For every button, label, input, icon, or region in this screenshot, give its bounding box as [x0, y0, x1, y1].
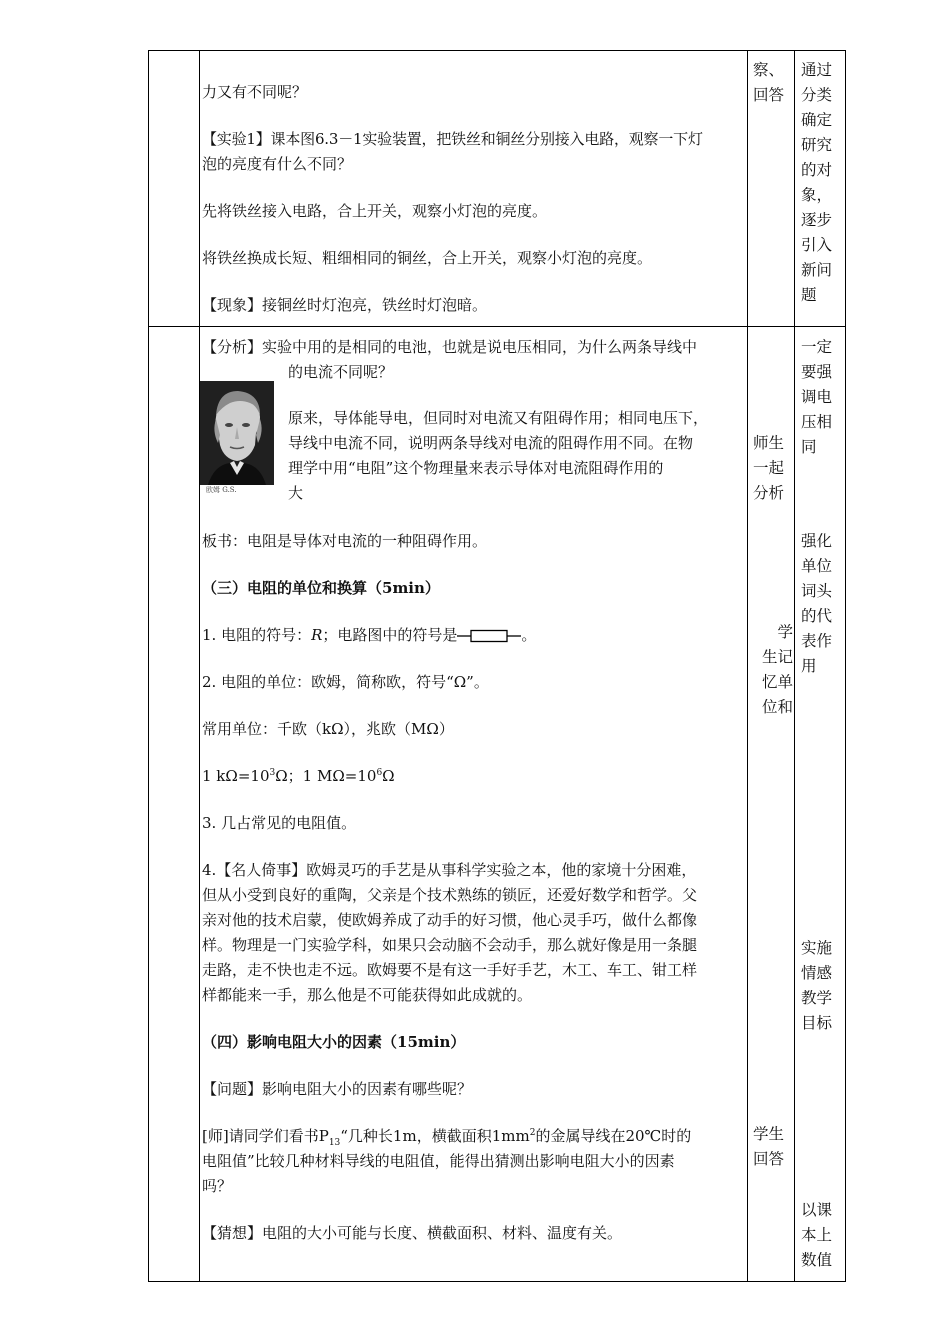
column-divider-4 [794, 50, 795, 1282]
intent-line: 实施 [801, 939, 833, 957]
intent-line: 象， [801, 186, 833, 204]
intent-line: 词头 [801, 582, 833, 600]
activity-line: 位和 [761, 698, 793, 716]
analysis-paragraph [288, 406, 746, 506]
conv-text: Ω；1 MΩ=10 [275, 767, 377, 785]
activity-line: 学 [777, 623, 793, 641]
portrait-image [200, 381, 274, 497]
story-line: 4.【名人倚事】欧姆灵巧的手艺是从事科学实验之本，他的家境十分困难， [202, 861, 697, 879]
teacher-line [202, 1124, 746, 1149]
row1-content [202, 80, 746, 318]
story-line: 样。物理是一门实验学科，如果只会动脑不会动手，那么就好像是用一条腿 [202, 936, 698, 954]
activity-memorize [753, 620, 793, 720]
activity-line: 学生 [753, 1125, 785, 1143]
intent-line: 题 [801, 286, 817, 304]
exponent: 3 [269, 768, 276, 778]
intent-textbook [801, 1198, 835, 1273]
activity-line: 一起 [753, 459, 785, 477]
activity-line: 回答 [753, 86, 785, 104]
analysis-text: 的电流不同呢？ [288, 363, 394, 381]
row1-activity [753, 58, 793, 108]
teacher-text: [师]请同学们看书P [202, 1127, 329, 1145]
intent-line: 目标 [801, 1014, 833, 1032]
teacher-text: 的金属导线在20℃时的 [535, 1127, 692, 1145]
analysis-text: 【分析】实验中用的是相同的电池，也就是说电压相同，为什么两条导线中 [202, 338, 698, 356]
intent-line: 情感 [801, 964, 833, 982]
intent-units [801, 529, 835, 679]
item-text: 1. 电阻的符号： [202, 626, 312, 644]
teacher-text: “几种长1m，横截面积1mm [340, 1127, 530, 1145]
intent-line: 本上 [801, 1226, 833, 1244]
column-divider-1 [148, 50, 149, 1282]
common-units-line: 常用单位：千欧（kΩ），兆欧（MΩ） [202, 720, 454, 738]
conv-text: Ω [382, 767, 395, 785]
intent-line: 表作 [801, 632, 833, 650]
analysis-text: 理学中用“电阻”这个物理量来表示导体对电流阻碍作用的 [288, 459, 664, 477]
text-line: 力又有不同呢？ [202, 83, 308, 101]
resistor-symbol-line [202, 623, 746, 648]
intent-emotion [801, 936, 835, 1036]
resistor-symbol-icon [457, 629, 521, 643]
intent-line: 强化 [801, 532, 833, 550]
symbol-r: R [311, 626, 323, 644]
section-heading: （三）电阻的单位和换算（5min） [202, 579, 440, 597]
intent-line: 的对 [801, 161, 833, 179]
intent-line: 逐步 [801, 211, 833, 229]
activity-line: 生记 [761, 648, 793, 666]
row2-body [202, 529, 746, 1246]
text-line: 先将铁丝接入电路，合上开关，观察小灯泡的亮度。 [202, 202, 548, 220]
analysis-line-2 [288, 360, 746, 385]
ohm-story [202, 858, 746, 1008]
item-3: 3. 几占常见的电阻值。 [202, 814, 357, 832]
experiment-line: 【实验1】课本图6.3－1实验装置，把铁丝和铜丝分别接入电路，观察一下灯 [202, 130, 703, 148]
activity-line: 察、 [753, 61, 785, 79]
analysis-text: 大 [288, 484, 304, 502]
column-divider-3 [747, 50, 748, 1282]
row-divider [148, 326, 846, 327]
intent-line: 用 [801, 657, 817, 675]
conv-text: 1 kΩ=10 [202, 767, 270, 785]
activity-line: 分析 [753, 484, 785, 502]
activity-line: 师生 [753, 434, 785, 452]
column-divider-2 [199, 50, 200, 1282]
portrait-caption: 欧姆 G.S. [206, 486, 237, 494]
story-line: 走路，走不快也走不远。欧姆要不是有这一手好手艺，木工、车工、钳工样 [202, 961, 698, 979]
intent-line: 以课 [801, 1201, 833, 1219]
teacher-prompt [202, 1124, 746, 1199]
teacher-line: 电阻值”比较几种材料导线的电阻值，能得出猜测出影响电阻大小的因素 [202, 1152, 675, 1170]
story-line: 亲对他的技术启蒙，使欧姆养成了动手的好习惯，他心灵手巧，做什么都像 [202, 911, 698, 929]
item-text: ；电路图中的符号是 [322, 626, 458, 644]
intent-line: 同 [801, 438, 817, 456]
area-superscript: 2 [529, 1128, 536, 1138]
analysis-text: 原来，导体能导电，但同时对电流又有阻碍作用；相同电压下， [288, 409, 709, 427]
intent-voltage [801, 335, 835, 460]
text-line: 将铁丝换成长短、粗细相同的铜丝，合上开关，观察小灯泡的亮度。 [202, 249, 653, 267]
analysis-text: 导线中电流不同，说明两条导线对电流的阻碍作用不同。在物 [288, 434, 694, 452]
experiment-line: 泡的亮度有什么不同？ [202, 155, 353, 173]
intent-line: 的代 [801, 607, 833, 625]
page-subscript: 13 [328, 1138, 341, 1148]
activity-analyze [753, 431, 793, 506]
table-bottom-border [148, 1281, 846, 1282]
intent-line: 压相 [801, 413, 833, 431]
intent-line: 通过 [801, 61, 833, 79]
phenomenon-line: 【现象】接铜丝时灯泡亮，铁丝时灯泡暗。 [202, 296, 488, 314]
question-line: 【问题】影响电阻大小的因素有哪些呢？ [202, 1080, 473, 1098]
intent-line: 引入 [801, 236, 833, 254]
activity-answer [753, 1122, 793, 1172]
intent-line: 确定 [801, 111, 833, 129]
guess-line: 【猜想】电阻的大小可能与长度、横截面积、材料、温度有关。 [202, 1224, 623, 1242]
table-top-border [148, 50, 846, 51]
story-line: 样都能来一手，那么他是不可能获得如此成就的。 [202, 986, 533, 1004]
section-heading: （四）影响电阻大小的因素（15min） [202, 1033, 466, 1051]
intent-line: 研究 [801, 136, 833, 154]
activity-line: 回答 [753, 1150, 785, 1168]
intent-line: 调电 [801, 388, 833, 406]
intent-line: 单位 [801, 557, 833, 575]
conversion-line [202, 764, 746, 789]
exponent: 6 [376, 768, 383, 778]
row1-intent [801, 58, 835, 308]
intent-line: 一定 [801, 338, 833, 356]
intent-line: 教学 [801, 989, 833, 1007]
story-line: 但从小受到良好的重陶，父亲是个技术熟练的锁匠，还爱好数学和哲学。父 [202, 886, 698, 904]
unit-line: 2. 电阻的单位：欧姆，简称欧，符号“Ω”。 [202, 673, 489, 691]
intent-line: 数值 [801, 1251, 833, 1269]
item-text: 。 [521, 626, 537, 644]
intent-line: 要强 [801, 363, 833, 381]
ohm-portrait [200, 381, 274, 497]
teacher-line: 吗？ [202, 1177, 233, 1195]
board-note: 板书：电阻是导体对电流的一种阻碍作用。 [202, 532, 488, 550]
analysis-line-1 [202, 335, 746, 360]
activity-line: 忆单 [761, 673, 793, 691]
column-divider-5 [845, 50, 846, 1282]
intent-line: 分类 [801, 86, 833, 104]
intent-line: 新问 [801, 261, 833, 279]
